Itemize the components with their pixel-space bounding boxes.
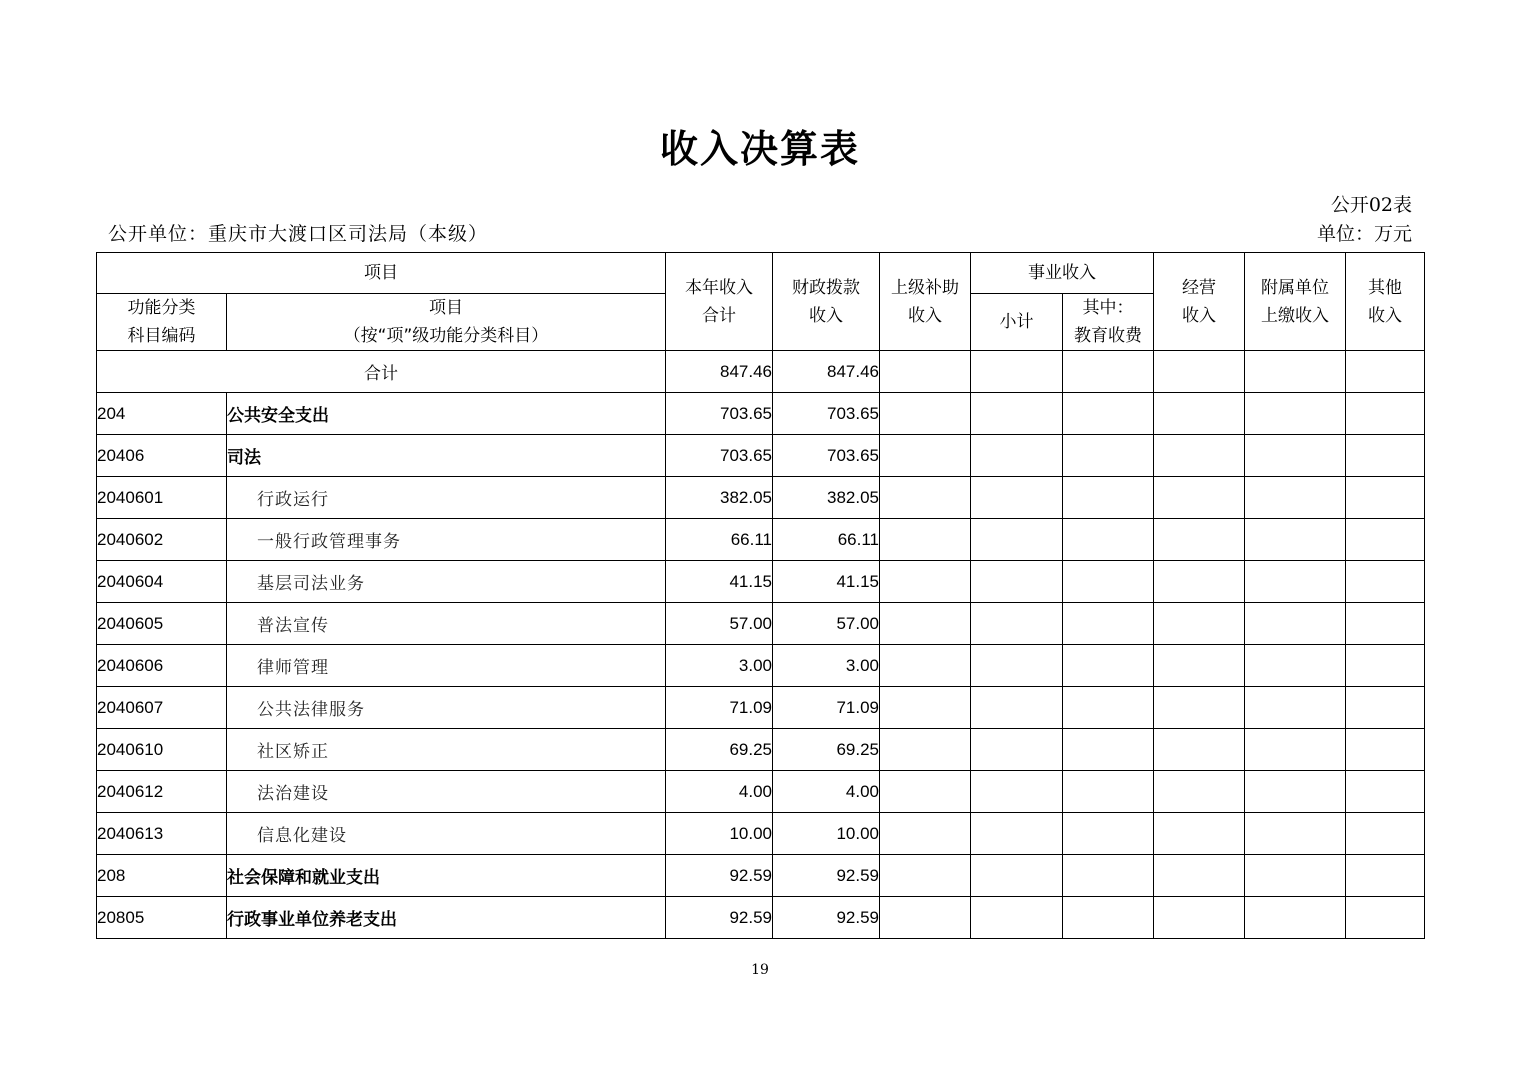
empty-cell [1063, 561, 1154, 603]
header-business-subtotal: 小计 [971, 294, 1063, 351]
row-total-income: 4.00 [666, 771, 773, 813]
header-fiscal-line1: 财政拨款 [792, 277, 860, 298]
header-total-income [666, 253, 773, 351]
empty-cell [1346, 687, 1425, 729]
empty-cell [880, 351, 971, 393]
empty-cell [971, 561, 1063, 603]
empty-cell [880, 477, 971, 519]
row-total-income: 92.59 [666, 897, 773, 939]
empty-cell [971, 729, 1063, 771]
empty-cell [1063, 855, 1154, 897]
empty-cell [1063, 687, 1154, 729]
header-affiliated [1245, 253, 1346, 351]
row-name: 行政事业单位养老支出 [227, 897, 666, 939]
row-fiscal: 71.09 [773, 687, 880, 729]
empty-cell [1063, 477, 1154, 519]
empty-cell [1063, 771, 1154, 813]
empty-cell [1154, 603, 1245, 645]
row-total-income: 382.05 [666, 477, 773, 519]
row-name: 社会保障和就业支出 [227, 855, 666, 897]
header-row-1 [97, 253, 1425, 294]
empty-cell [1245, 687, 1346, 729]
total-income-value: 847.46 [666, 351, 773, 393]
row-total-income: 92.59 [666, 855, 773, 897]
empty-cell [1346, 561, 1425, 603]
empty-cell [1245, 435, 1346, 477]
empty-cell [971, 687, 1063, 729]
empty-cell [1346, 393, 1425, 435]
page-number: 19 [751, 962, 769, 978]
empty-cell [1346, 771, 1425, 813]
row-name: 基层司法业务 [227, 561, 666, 603]
empty-cell [1063, 897, 1154, 939]
table-row [97, 771, 1425, 813]
empty-cell [1346, 477, 1425, 519]
empty-cell [1346, 351, 1425, 393]
empty-cell [971, 477, 1063, 519]
table-row [97, 477, 1425, 519]
empty-cell [880, 897, 971, 939]
empty-cell [1063, 645, 1154, 687]
form-number: 公开02表 [1330, 194, 1412, 216]
header-item: 项目 [97, 253, 666, 294]
header-total-income-line1: 本年收入 [685, 277, 753, 298]
empty-cell [971, 351, 1063, 393]
empty-cell [880, 603, 971, 645]
empty-cell [1346, 813, 1425, 855]
row-code: 2040606 [97, 645, 227, 687]
header-operating-line1: 经营 [1182, 277, 1216, 298]
header-upper [880, 253, 971, 351]
row-name: 信息化建设 [227, 813, 666, 855]
row-fiscal: 4.00 [773, 771, 880, 813]
total-fiscal-value: 847.46 [773, 351, 880, 393]
row-code: 204 [97, 393, 227, 435]
empty-cell [1154, 729, 1245, 771]
row-fiscal: 69.25 [773, 729, 880, 771]
row-name: 社区矫正 [227, 729, 666, 771]
row-code: 2040612 [97, 771, 227, 813]
empty-cell [1154, 645, 1245, 687]
table-row [97, 813, 1425, 855]
empty-cell [1346, 603, 1425, 645]
empty-cell [1063, 519, 1154, 561]
empty-cell [971, 813, 1063, 855]
row-fiscal: 92.59 [773, 855, 880, 897]
row-total-income: 10.00 [666, 813, 773, 855]
row-fiscal: 703.65 [773, 435, 880, 477]
empty-cell [971, 771, 1063, 813]
empty-cell [1245, 519, 1346, 561]
empty-cell [880, 519, 971, 561]
empty-cell [1063, 729, 1154, 771]
row-code: 2040610 [97, 729, 227, 771]
empty-cell [1245, 729, 1346, 771]
empty-cell [1245, 561, 1346, 603]
income-table [96, 252, 1425, 939]
header-operating [1154, 253, 1245, 351]
unit-label: 单位：万元 [1316, 223, 1412, 245]
table-row [97, 855, 1425, 897]
empty-cell [1154, 519, 1245, 561]
page-title: 收入决算表 [659, 127, 860, 171]
row-fiscal: 10.00 [773, 813, 880, 855]
empty-cell [971, 897, 1063, 939]
table-row [97, 603, 1425, 645]
header-business-edu [1063, 294, 1154, 351]
table-row [97, 897, 1425, 939]
row-name: 公共安全支出 [227, 393, 666, 435]
header-other-line2: 收入 [1368, 305, 1402, 326]
empty-cell [1063, 813, 1154, 855]
empty-cell [971, 855, 1063, 897]
row-fiscal: 66.11 [773, 519, 880, 561]
row-code: 2040602 [97, 519, 227, 561]
empty-cell [1346, 729, 1425, 771]
table-row [97, 519, 1425, 561]
empty-cell [1154, 477, 1245, 519]
org-label: 公开单位：重庆市大渡口区司法局（本级） [108, 223, 489, 245]
header-other [1346, 253, 1425, 351]
empty-cell [1154, 435, 1245, 477]
empty-cell [880, 687, 971, 729]
row-code: 20805 [97, 897, 227, 939]
header-business-edu-line1: 其中： [1082, 298, 1134, 318]
empty-cell [1346, 897, 1425, 939]
total-row [97, 351, 1425, 393]
empty-cell [1245, 771, 1346, 813]
empty-cell [1245, 855, 1346, 897]
header-name-line2: （按“项”级功能分类科目） [343, 326, 549, 346]
row-fiscal: 92.59 [773, 897, 880, 939]
row-name: 法治建设 [227, 771, 666, 813]
header-affiliated-line2: 上缴收入 [1261, 305, 1329, 326]
table-row [97, 687, 1425, 729]
header-fiscal-line2: 收入 [809, 305, 843, 326]
table-row [97, 393, 1425, 435]
row-fiscal: 3.00 [773, 645, 880, 687]
row-total-income: 66.11 [666, 519, 773, 561]
row-total-income: 71.09 [666, 687, 773, 729]
empty-cell [1245, 393, 1346, 435]
row-total-income: 3.00 [666, 645, 773, 687]
empty-cell [971, 603, 1063, 645]
empty-cell [880, 771, 971, 813]
header-upper-line2: 收入 [908, 305, 942, 326]
empty-cell [1154, 813, 1245, 855]
empty-cell [1346, 855, 1425, 897]
row-total-income: 703.65 [666, 435, 773, 477]
empty-cell [971, 435, 1063, 477]
empty-cell [1063, 393, 1154, 435]
empty-cell [1245, 603, 1346, 645]
row-total-income: 57.00 [666, 603, 773, 645]
header-operating-line2: 收入 [1182, 305, 1216, 326]
row-total-income: 69.25 [666, 729, 773, 771]
empty-cell [1154, 393, 1245, 435]
empty-cell [1245, 897, 1346, 939]
empty-cell [1245, 477, 1346, 519]
table-row [97, 729, 1425, 771]
empty-cell [880, 561, 971, 603]
row-name: 行政运行 [227, 477, 666, 519]
header-fiscal [773, 253, 880, 351]
row-name: 司法 [227, 435, 666, 477]
empty-cell [1154, 771, 1245, 813]
header-code-line1: 功能分类 [127, 298, 196, 318]
header-business-edu-line2: 教育收费 [1074, 326, 1142, 346]
empty-cell [1063, 435, 1154, 477]
header-name [227, 294, 666, 351]
row-code: 208 [97, 855, 227, 897]
empty-cell [1154, 687, 1245, 729]
row-code: 2040607 [97, 687, 227, 729]
header-code [97, 294, 227, 351]
empty-cell [971, 645, 1063, 687]
table-row [97, 645, 1425, 687]
table-row [97, 435, 1425, 477]
empty-cell [1346, 435, 1425, 477]
empty-cell [1063, 603, 1154, 645]
row-code: 2040613 [97, 813, 227, 855]
empty-cell [880, 435, 971, 477]
header-affiliated-line1: 附属单位 [1261, 277, 1329, 298]
empty-cell [1154, 897, 1245, 939]
row-name: 公共法律服务 [227, 687, 666, 729]
empty-cell [1154, 855, 1245, 897]
empty-cell [880, 729, 971, 771]
header-code-line2: 科目编码 [127, 326, 196, 346]
empty-cell [1154, 561, 1245, 603]
row-code: 2040605 [97, 603, 227, 645]
empty-cell [880, 393, 971, 435]
table-row [97, 561, 1425, 603]
empty-cell [1245, 813, 1346, 855]
empty-cell [1245, 351, 1346, 393]
row-code: 20406 [97, 435, 227, 477]
empty-cell [880, 813, 971, 855]
empty-cell [971, 519, 1063, 561]
empty-cell [971, 393, 1063, 435]
row-code: 2040604 [97, 561, 227, 603]
empty-cell [880, 645, 971, 687]
empty-cell [1154, 351, 1245, 393]
empty-cell [880, 855, 971, 897]
row-code: 2040601 [97, 477, 227, 519]
row-total-income: 703.65 [666, 393, 773, 435]
meta-row [108, 219, 1412, 245]
header-other-line1: 其他 [1368, 277, 1402, 298]
empty-cell [1245, 645, 1346, 687]
empty-cell [1346, 519, 1425, 561]
row-fiscal: 382.05 [773, 477, 880, 519]
total-label: 合计 [97, 351, 666, 393]
row-name: 律师管理 [227, 645, 666, 687]
empty-cell [1063, 351, 1154, 393]
row-name: 一般行政管理事务 [227, 519, 666, 561]
row-fiscal: 703.65 [773, 393, 880, 435]
row-name: 普法宣传 [227, 603, 666, 645]
header-upper-line1: 上级补助 [891, 277, 959, 298]
row-fiscal: 41.15 [773, 561, 880, 603]
row-fiscal: 57.00 [773, 603, 880, 645]
header-total-income-line2: 合计 [702, 305, 736, 326]
empty-cell [1346, 645, 1425, 687]
row-total-income: 41.15 [666, 561, 773, 603]
header-business: 事业收入 [971, 253, 1154, 294]
header-name-line1: 项目 [429, 298, 463, 318]
